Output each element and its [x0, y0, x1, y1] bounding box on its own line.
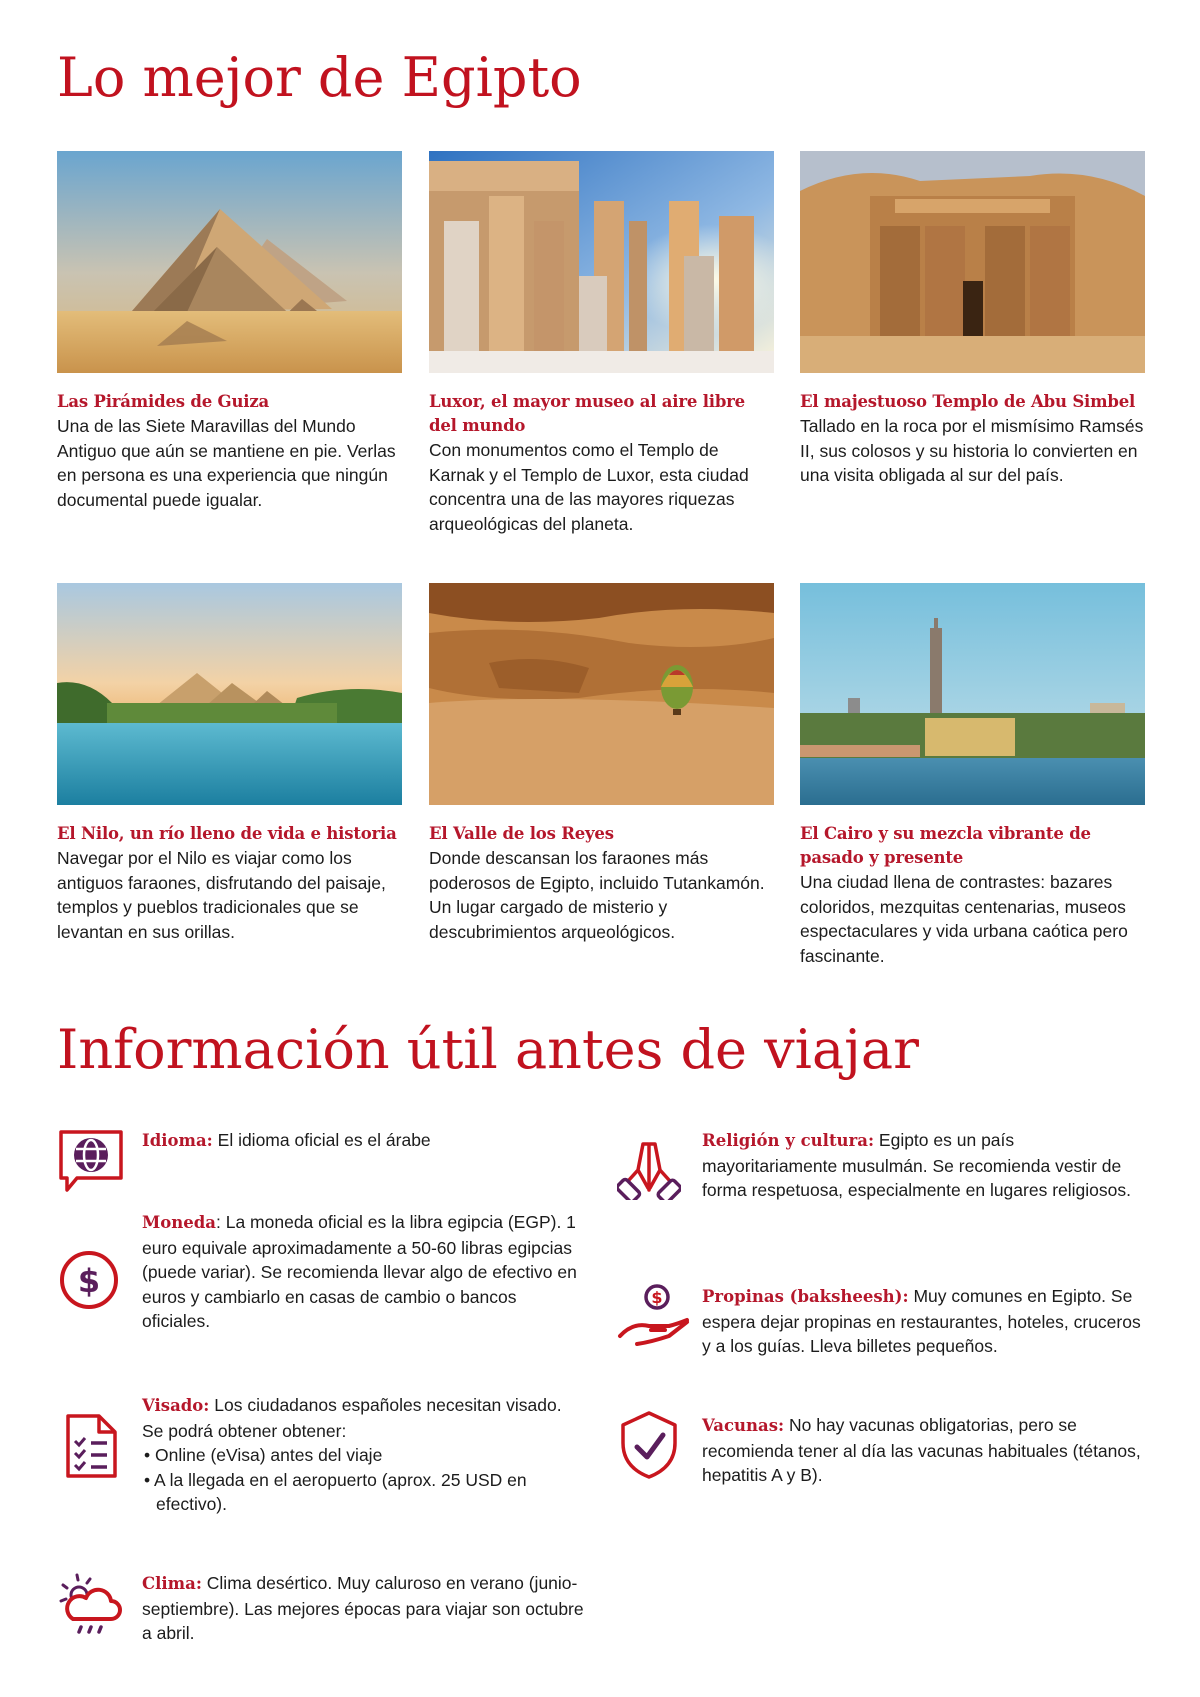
visa-options-list — [142, 1443, 587, 1517]
info-text: El idioma oficial es el árabe — [212, 1130, 431, 1150]
info-label: Religión y cultura: — [702, 1131, 875, 1150]
info-text: : La moneda oficial es la libra egipcia (EGP). 1 euro equivale aproximadamente a 50-60 libras egipcias (puede variar). Se recomienda llevar algo de efectivo en euros y cambiarlo en casas de cambio o bancos oficiales. — [142, 1212, 577, 1331]
info-clima — [57, 1571, 587, 1651]
info-propinas — [617, 1284, 1157, 1364]
card-title: Las Pirámides de Guiza — [57, 392, 269, 411]
info-text: Clima desértico. Muy caluroso en verano (junio-septiembre). Las mejores épocas para viajar son octubre a abril. — [142, 1573, 584, 1643]
card-title: El Cairo y su mezcla vibrante de pasado y presente — [800, 824, 1091, 867]
highlight-card — [57, 583, 402, 944]
svg-text:$: $ — [651, 1288, 663, 1307]
pyramids-of-giza-photo — [57, 151, 402, 373]
nile-river-photo — [57, 583, 402, 805]
checklist-document-icon — [65, 1413, 119, 1479]
svg-text:$: $ — [77, 1262, 101, 1300]
info-text: Muy comunes en Egipto. Se espera dejar propinas en restaurantes, hoteles, cruceros y a los guías. Lleva billetes pequeños. — [702, 1286, 1141, 1356]
praying-hands-icon — [617, 1140, 681, 1200]
info-text: Los ciudadanos españoles necesitan visado. Se podrá obtener obtener: — [142, 1395, 562, 1441]
info-vacunas — [617, 1413, 1157, 1493]
card-text: Con monumentos como el Templo de Karnak y el Templo de Luxor, esta ciudad concentra una de las mayores riquezas arqueológicas del planeta. — [429, 440, 749, 534]
cairo-skyline-photo — [800, 583, 1145, 805]
card-title: El majestuoso Templo de Abu Simbel — [800, 392, 1136, 411]
info-label: Moneda — [142, 1213, 216, 1232]
card-title: Luxor, el mayor museo al aire libre del mundo — [429, 392, 745, 435]
section-title-best-of-egypt: Lo mejor de Egipto — [57, 46, 582, 109]
luxor-temple-photo — [429, 151, 774, 373]
info-visado — [57, 1393, 587, 1523]
section-title-travel-info: Información útil antes de viajar — [57, 1018, 919, 1081]
hand-coin-icon — [617, 1284, 693, 1350]
highlight-card — [800, 151, 1145, 488]
highlight-card — [57, 151, 402, 512]
language-globe-icon — [57, 1128, 127, 1198]
info-religion — [617, 1128, 1157, 1228]
card-text: Una ciudad llena de contrastes: bazares coloridos, mezquitas centenarias, museos espectaculares y vida urbana caótica pero fascinante. — [800, 872, 1128, 966]
shield-check-icon — [617, 1409, 681, 1481]
highlight-card — [800, 583, 1145, 968]
info-label: Clima: — [142, 1574, 202, 1593]
valley-of-kings-photo — [429, 583, 774, 805]
card-text: Navegar por el Nilo es viajar como los antiguos faraones, disfrutando del paisaje, templos y pueblos tradicionales que se levantan en sus orillas. — [57, 848, 386, 942]
highlight-card — [429, 151, 774, 536]
card-text: Una de las Siete Maravillas del Mundo Antiguo que aún se mantiene en pie. Verlas en persona es una experiencia que ningún documental puede igualar. — [57, 416, 396, 510]
list-item: • A la llegada en el aeropuerto (aprox. 25 USD en efectivo). — [142, 1468, 587, 1517]
dollar-coin-icon — [57, 1248, 121, 1312]
card-title: El Nilo, un río lleno de vida e historia — [57, 824, 397, 843]
info-label: Idioma: — [142, 1131, 213, 1150]
card-text: Tallado en la roca por el mismísimo Ramsés II, sus colosos y su historia lo convierten en una visita obligada al sur del país. — [800, 416, 1144, 485]
weather-cloud-icon — [57, 1571, 123, 1637]
info-label: Vacunas: — [702, 1416, 785, 1435]
info-text: Egipto es un país mayoritariamente musulmán. Se recomienda vestir de forma respetuosa, especialmente en lugares religiosos. — [702, 1130, 1131, 1200]
info-idioma — [57, 1128, 577, 1198]
info-label: Visado: — [142, 1396, 210, 1415]
card-title: El Valle de los Reyes — [429, 824, 614, 843]
highlight-card — [429, 583, 774, 944]
info-label: Propinas (baksheesh): — [702, 1287, 909, 1306]
info-moneda — [57, 1210, 587, 1340]
info-text: No hay vacunas obligatorias, pero se recomienda tener al día las vacunas habituales (tétanos, hepatitis A y B). — [702, 1415, 1141, 1485]
abu-simbel-photo — [800, 151, 1145, 373]
card-text: Donde descansan los faraones más poderosos de Egipto, incluido Tutankamón. Un lugar cargado de misterio y descubrimientos arqueológicos. — [429, 848, 765, 942]
list-item: • Online (eVisa) antes del viaje — [142, 1443, 587, 1468]
